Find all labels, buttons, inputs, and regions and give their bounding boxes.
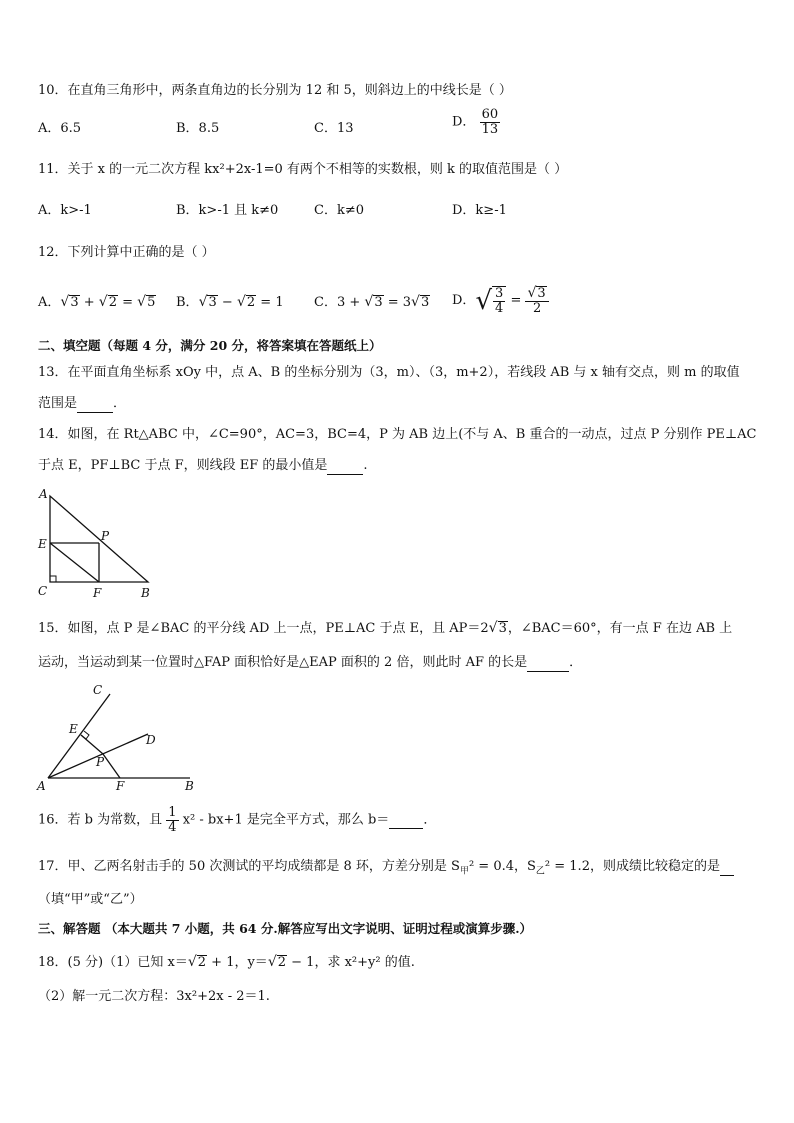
q12-c-radicand-1: 3 — [374, 295, 383, 310]
label-a: A — [39, 487, 48, 501]
q13-end: ． — [113, 396, 127, 411]
q16-fraction — [166, 806, 178, 835]
q11-option-b: B．k>-1 且 k≠0 — [176, 203, 279, 218]
q10-stem: 10．在直角三角形中，两条直角边的长分别为 12 和 5，则斜边上的中线长是（ ） — [38, 83, 512, 98]
q13-line-1: 13．在平面直角坐标系 xOy 中，点 A、B 的坐标分别为（3，m）、（3，m+2），若线段 AB 与 x 轴有交点，则 m 的取值 — [38, 365, 740, 380]
q12-a-operator: + — [83, 295, 95, 310]
section-3-heading: 三、解答题 （本大题共 7 小题，共 64 分.解答应写出文字说明、证明过程或演算步骤.） — [38, 921, 533, 936]
q15-answer-blank — [527, 655, 569, 672]
q18-radicand-2: 2 — [277, 955, 287, 970]
q17-sub-yi: 乙 — [535, 866, 545, 877]
label-e: E — [69, 722, 78, 736]
section-2-heading: 二、填空题（每题 4 分，满分 20 分，将答案填在答题纸上） — [38, 338, 382, 353]
q16-mid: x² - bx+1 是完全平方式，那么 b＝ — [182, 812, 390, 828]
q12-c-radicand-2: 3 — [420, 295, 430, 310]
q12-b-radicand-2: 2 — [246, 295, 256, 310]
q12-option-a: A．√3 + √2 = √5 — [38, 294, 156, 310]
q12-stem: 12．下列计算中正确的是（ ） — [38, 245, 215, 260]
label-c: C — [93, 683, 103, 697]
q12-b-radicand-1: 3 — [208, 295, 217, 310]
label-d: D — [146, 733, 156, 747]
q12-d-label: D． — [452, 293, 476, 308]
q14-triangle-figure — [30, 486, 160, 600]
label-f: F — [93, 586, 102, 600]
q12-a-equals: = — [122, 295, 134, 310]
q16-end: ． — [423, 812, 437, 828]
q14-line-2 — [38, 458, 368, 475]
q10-d-label: D． — [452, 114, 476, 130]
q17-line-2: （填“甲”或“乙”） — [38, 892, 143, 907]
q17-mid: ² = 0.4，S — [468, 859, 536, 874]
q11-option-c: C．k≠0 — [314, 203, 364, 218]
q10-option-b: B．8.5 — [176, 121, 220, 136]
segment-pf — [103, 754, 120, 778]
q10-option-c: C．13 — [314, 121, 354, 136]
q12-a-label: A． — [38, 295, 61, 310]
q12-c-equals: = 3 — [387, 295, 412, 310]
q12-d-result-fraction: $\frac{√3}{2}$ — [525, 286, 548, 316]
q11-option-a: A．k>-1 — [38, 203, 92, 218]
q12-d-result-radicand: 3 — [537, 286, 546, 301]
label-a: A — [37, 779, 46, 793]
label-f: F — [116, 779, 125, 793]
q12-option-b: B．√3 − √2 = 1 — [176, 294, 284, 310]
q15-end: ． — [569, 655, 583, 670]
q12-option-d: D．√ $\frac{3}{4}$ = $\frac{√3}{2}$ — [452, 286, 549, 316]
q15-radicand: 3 — [498, 621, 507, 636]
label-p: P — [101, 529, 110, 543]
q13-line-2 — [38, 396, 126, 413]
q18-post: − 1，求 x²+y² 的值. — [291, 955, 415, 970]
q12-b-label: B． — [176, 295, 199, 310]
right-angle-c — [50, 576, 56, 582]
q15-line-1-pre: 15．如图，点 P 是∠BAC 的平分线 AD 上一点，PE⊥AC 于点 E，且 AP＝2 — [38, 621, 489, 636]
q15-line-1-post: ，∠BAC＝60°，有一点 F 在边 AB 上 — [507, 621, 733, 636]
q14-prompt: 于点 E，PF⊥BC 于点 F，则线段 EF 的最小值是 — [38, 458, 328, 473]
q12-d-denominator: 4 — [495, 301, 504, 316]
q15-line-1: 15．如图，点 P 是∠BAC 的平分线 AD 上一点，PE⊥AC 于点 E，且 AP＝2√3，∠BAC＝60°，有一点 F 在边 AB 上 — [38, 620, 733, 636]
q17-post: ² = 1.2，则成绩比较稳定的是 — [544, 859, 720, 874]
q17-sub-jia: 甲 — [459, 866, 469, 877]
q18-radicand-1: 2 — [197, 955, 207, 970]
q18-line-2: （2）解一元二次方程：3x²+2x - 2＝1. — [38, 989, 270, 1004]
q12-a-radicand-1: 3 — [70, 295, 79, 310]
q17-pre: 17．甲、乙两名射击手的 50 次测试的平均成绩都是 8 环，方差分别是 S — [38, 859, 460, 874]
q12-a-radicand-2: 2 — [108, 295, 117, 310]
label-e: E — [38, 537, 47, 551]
q12-b-operator: − — [221, 295, 233, 310]
q18-line-1: 18．(5 分)（1）已知 x＝√2 + 1，y＝√2 − 1，求 x²+y² 的值. — [38, 954, 415, 970]
q12-b-result: = 1 — [260, 295, 284, 310]
q16-answer-blank — [389, 812, 423, 829]
q16-pre: 16．若 b 为常数，且 — [38, 812, 163, 828]
q10-option-a: A．6.5 — [38, 121, 82, 136]
q14-line-1: 14．如图，在 Rt△ABC 中，∠C=90°，AC=3，BC=4，P 为 AB 边上(不与 A、B 重合的一动点，过点 P 分别作 PE⊥AC — [38, 427, 757, 442]
q16-numerator: 1 — [168, 805, 177, 820]
q18-mid: + 1，y＝ — [211, 955, 268, 970]
q10-d-numerator: 60 — [481, 107, 499, 122]
segment-ef — [50, 543, 99, 582]
q15-angle-figure — [34, 682, 206, 796]
q10-option-d — [452, 108, 500, 137]
label-p: P — [96, 755, 105, 769]
q17-answer-blank — [720, 859, 734, 876]
q14-end: . — [363, 458, 368, 473]
q14-answer-blank — [327, 458, 363, 475]
q11-option-d: D．k≥-1 — [452, 203, 507, 218]
q15-line-2 — [38, 655, 582, 672]
q18-pre: 18．(5 分)（1）已知 x＝ — [38, 955, 188, 970]
q17-line-1 — [38, 859, 734, 880]
label-b: B — [185, 779, 194, 793]
q12-d-equals: = — [510, 293, 522, 308]
q12-d-numerator: 3 — [495, 286, 504, 301]
q13-answer-blank — [77, 396, 113, 413]
q12-c-label: C． — [314, 295, 337, 310]
q16-line — [38, 806, 436, 835]
q12-a-radicand-3: 5 — [147, 295, 156, 310]
q10-d-fraction — [480, 108, 501, 137]
q11-stem: 11．关于 x 的一元二次方程 kx²+2x-1=0 有两个不相等的实数根，则 k 的取值范围是（ ） — [38, 162, 568, 177]
q12-d-result-denominator: 2 — [532, 301, 542, 316]
q12-c-prefix: 3 + — [336, 295, 361, 310]
q10-d-denominator: 13 — [481, 122, 499, 137]
q12-option-c: C．3 + √3 = 3√3 — [314, 294, 430, 310]
q12-d-sqrt-fraction — [492, 286, 506, 316]
label-b: B — [141, 586, 150, 600]
q13-prompt: 范围是 — [38, 396, 78, 411]
label-c: C — [38, 584, 48, 598]
q15-prompt: 运动，当运动到某一位置时△FAP 面积恰好是△EAP 面积的 2 倍，则此时 AF 的长是 — [38, 655, 528, 670]
q16-denominator: 4 — [168, 820, 177, 835]
